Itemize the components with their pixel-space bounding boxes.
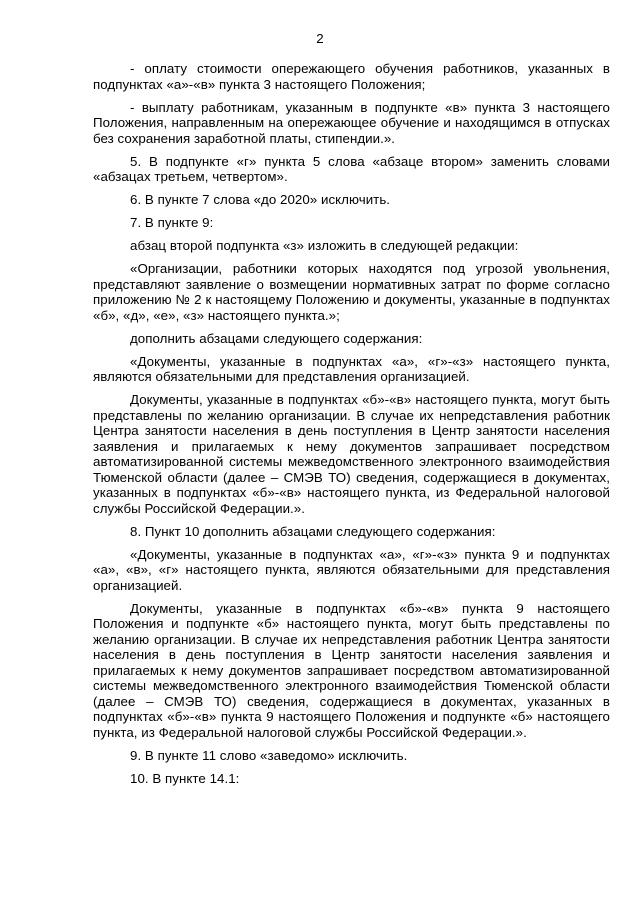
paragraph: 6. В пункте 7 слова «до 2020» исключить. [130, 192, 391, 207]
paragraph: 10. В пункте 14.1: [130, 770, 240, 786]
paragraph: «Документы, указанные в подпунктах «а», «г»-«з» пункта 9 и подпунктах «а», «в», «г» настоящего пункта, являются обязательными для представления организацией. [93, 546, 610, 593]
paragraph: 5. В подпункте «г» пункта 5 слова «абзаце втором» заменить словами «абзацах третьем, четвертом». [93, 153, 610, 184]
paragraph: Документы, указанные в подпунктах «б»-«в» пункта 9 настоящего Положения и подпункте «б» настоящего пункта, могут быть представлены по желанию организации. В случае их непредставления работник Центра занятости населения в день поступления в Центр занятости населения заявления и прилагаемых к нему документов запрашивает посредством автоматизированной системы межведомственного электронного взаимодействия Тюменской области (далее – СМЭВ ТО) сведения, содержащиеся в документах, указанных в подпунктах «б»-«в» пункта 9 настоящего Положения и подпункте «б» настоящего пункта, из Федеральной налоговой службы Российской Федерации.». [93, 600, 610, 740]
paragraph: 8. Пункт 10 дополнить абзацами следующего содержания: [130, 523, 496, 539]
paragraph: 9. В пункте 11 слово «заведомо» исключить. [130, 747, 408, 763]
paragraph: «Документы, указанные в подпунктах «а», «г»-«з» настоящего пункта, являются обязательными для представления организацией. [93, 353, 610, 384]
paragraph: «Организации, работники которых находятся под угрозой увольнения, представляют заявление о возмещении нормативных затрат по форме согласно приложению № 2 к настоящему Положению и документы, указанные в подпунктах «б», «д», «е», «з» настоящего пункта.»; [93, 261, 610, 323]
paragraph: дополнить абзацами следующего содержания: [130, 330, 423, 346]
document-body [93, 61, 610, 794]
paragraph: - оплату стоимости опережающего обучения работников, указанных в подпунктах «а»-«в» пункта 3 настоящего Положения; [93, 61, 610, 92]
page-number: 2 [316, 31, 324, 46]
paragraph: - выплату работникам, указанным в подпункте «в» пункта 3 настоящего Положения, направленным на опережающее обучение и находящимся в отпусках без сохранения заработной платы, стипендии.». [93, 99, 610, 146]
paragraph: Документы, указанные в подпунктах «б»-«в» настоящего пункта, могут быть представлены по желанию организации. В случае их непредставления работник Центра занятости населения в день поступления в Центр занятости населения заявления и прилагаемых к нему документов запрашивает посредством автоматизированной системы межведомственного электронного взаимодействия Тюменской области (далее – СМЭВ ТО) сведения, содержащиеся в документах, указанных в подпунктах «б»-«в» настоящего пункта, из Федеральной налоговой службы Российской Федерации.». [93, 392, 610, 516]
paragraph: 7. В пункте 9: [130, 215, 214, 230]
paragraph: абзац второй подпункта «з» изложить в следующей редакции: [130, 238, 519, 253]
